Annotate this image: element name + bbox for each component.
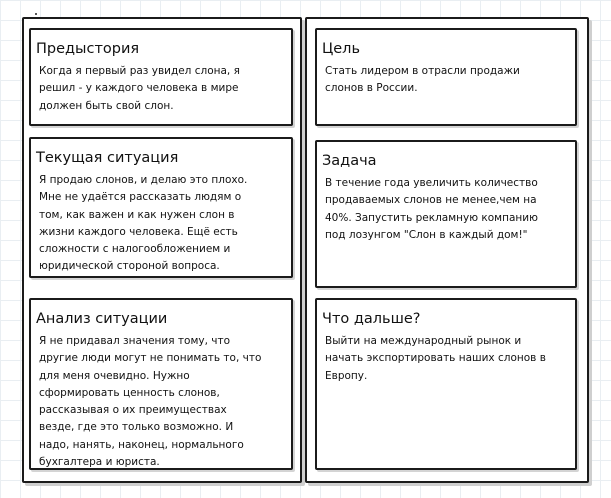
card-text-line: жизни каждого человека. Ещё есть [39,225,238,238]
card-title: Задача [322,153,377,169]
card-text-line: рассказывая о их преимуществах [39,404,227,417]
card-text-line: Стать лидером в отрасли продажи [325,65,520,77]
card-goal [315,28,577,126]
card-text-line: юридической стороной вопроса. [39,260,220,273]
card-task [315,140,577,288]
card-text-line: Европу. [325,369,368,382]
card-text-line: должен быть свой слон. [39,99,174,112]
card-text-line: решил - у каждого человека в мире [39,82,239,95]
card-text [39,333,287,471]
card-title: Что дальше? [322,311,421,327]
card-text-line: везде, где это только возможно. И [39,421,234,434]
card-text-line: Мне не удаётся рассказать людям о [39,191,242,204]
card-text-line: том, как важен и как нужен слон в [39,208,235,221]
card-text-line: сформировать ценность слонов, [39,386,220,399]
card-text [325,175,571,244]
card-title: Цель [322,41,360,57]
card-text-line: надо, нанять, наконец, нормального [39,438,244,451]
card-text [325,63,571,98]
card-situation-analysis [29,298,293,470]
card-text [39,172,287,276]
card-text-line: 40%. Запустить рекламную компанию [325,211,538,224]
card-text-line: продаваемых слонов не менее,чем на [325,194,537,207]
card-text [39,63,287,115]
card-text [325,333,571,385]
card-text-line: другие люди могут не понимать то, что [39,352,262,365]
card-text-line: Выйти на международный рынок и [325,335,522,347]
card-whats-next [315,298,577,470]
card-text-line: начать экспортировать наших слонов в [325,352,546,365]
card-text-line: В течение года увеличить количество [325,177,538,189]
card-text-line: бухгалтера и юриста. [39,456,160,469]
card-text-line: для меня очевидно. Нужно [39,369,190,382]
card-current-situation [29,137,293,278]
card-title: Предыстория [36,41,140,57]
card-text-line: под лозунгом "Слон в каждый дом!" [325,228,528,241]
card-text-line: Я не придавал значения тому, что [39,335,230,347]
card-backstory [29,28,293,126]
card-title: Анализ ситуации [36,311,168,327]
canvas-dot [35,13,37,15]
card-text-line: сложности с налогообложением и [39,243,231,256]
card-text-line: Когда я первый раз увидел слона, я [39,65,240,77]
card-title: Текущая ситуация [36,150,179,166]
card-text-line: Я продаю слонов, и делаю это плохо. [39,174,248,186]
card-text-line: слонов в России. [325,82,418,95]
